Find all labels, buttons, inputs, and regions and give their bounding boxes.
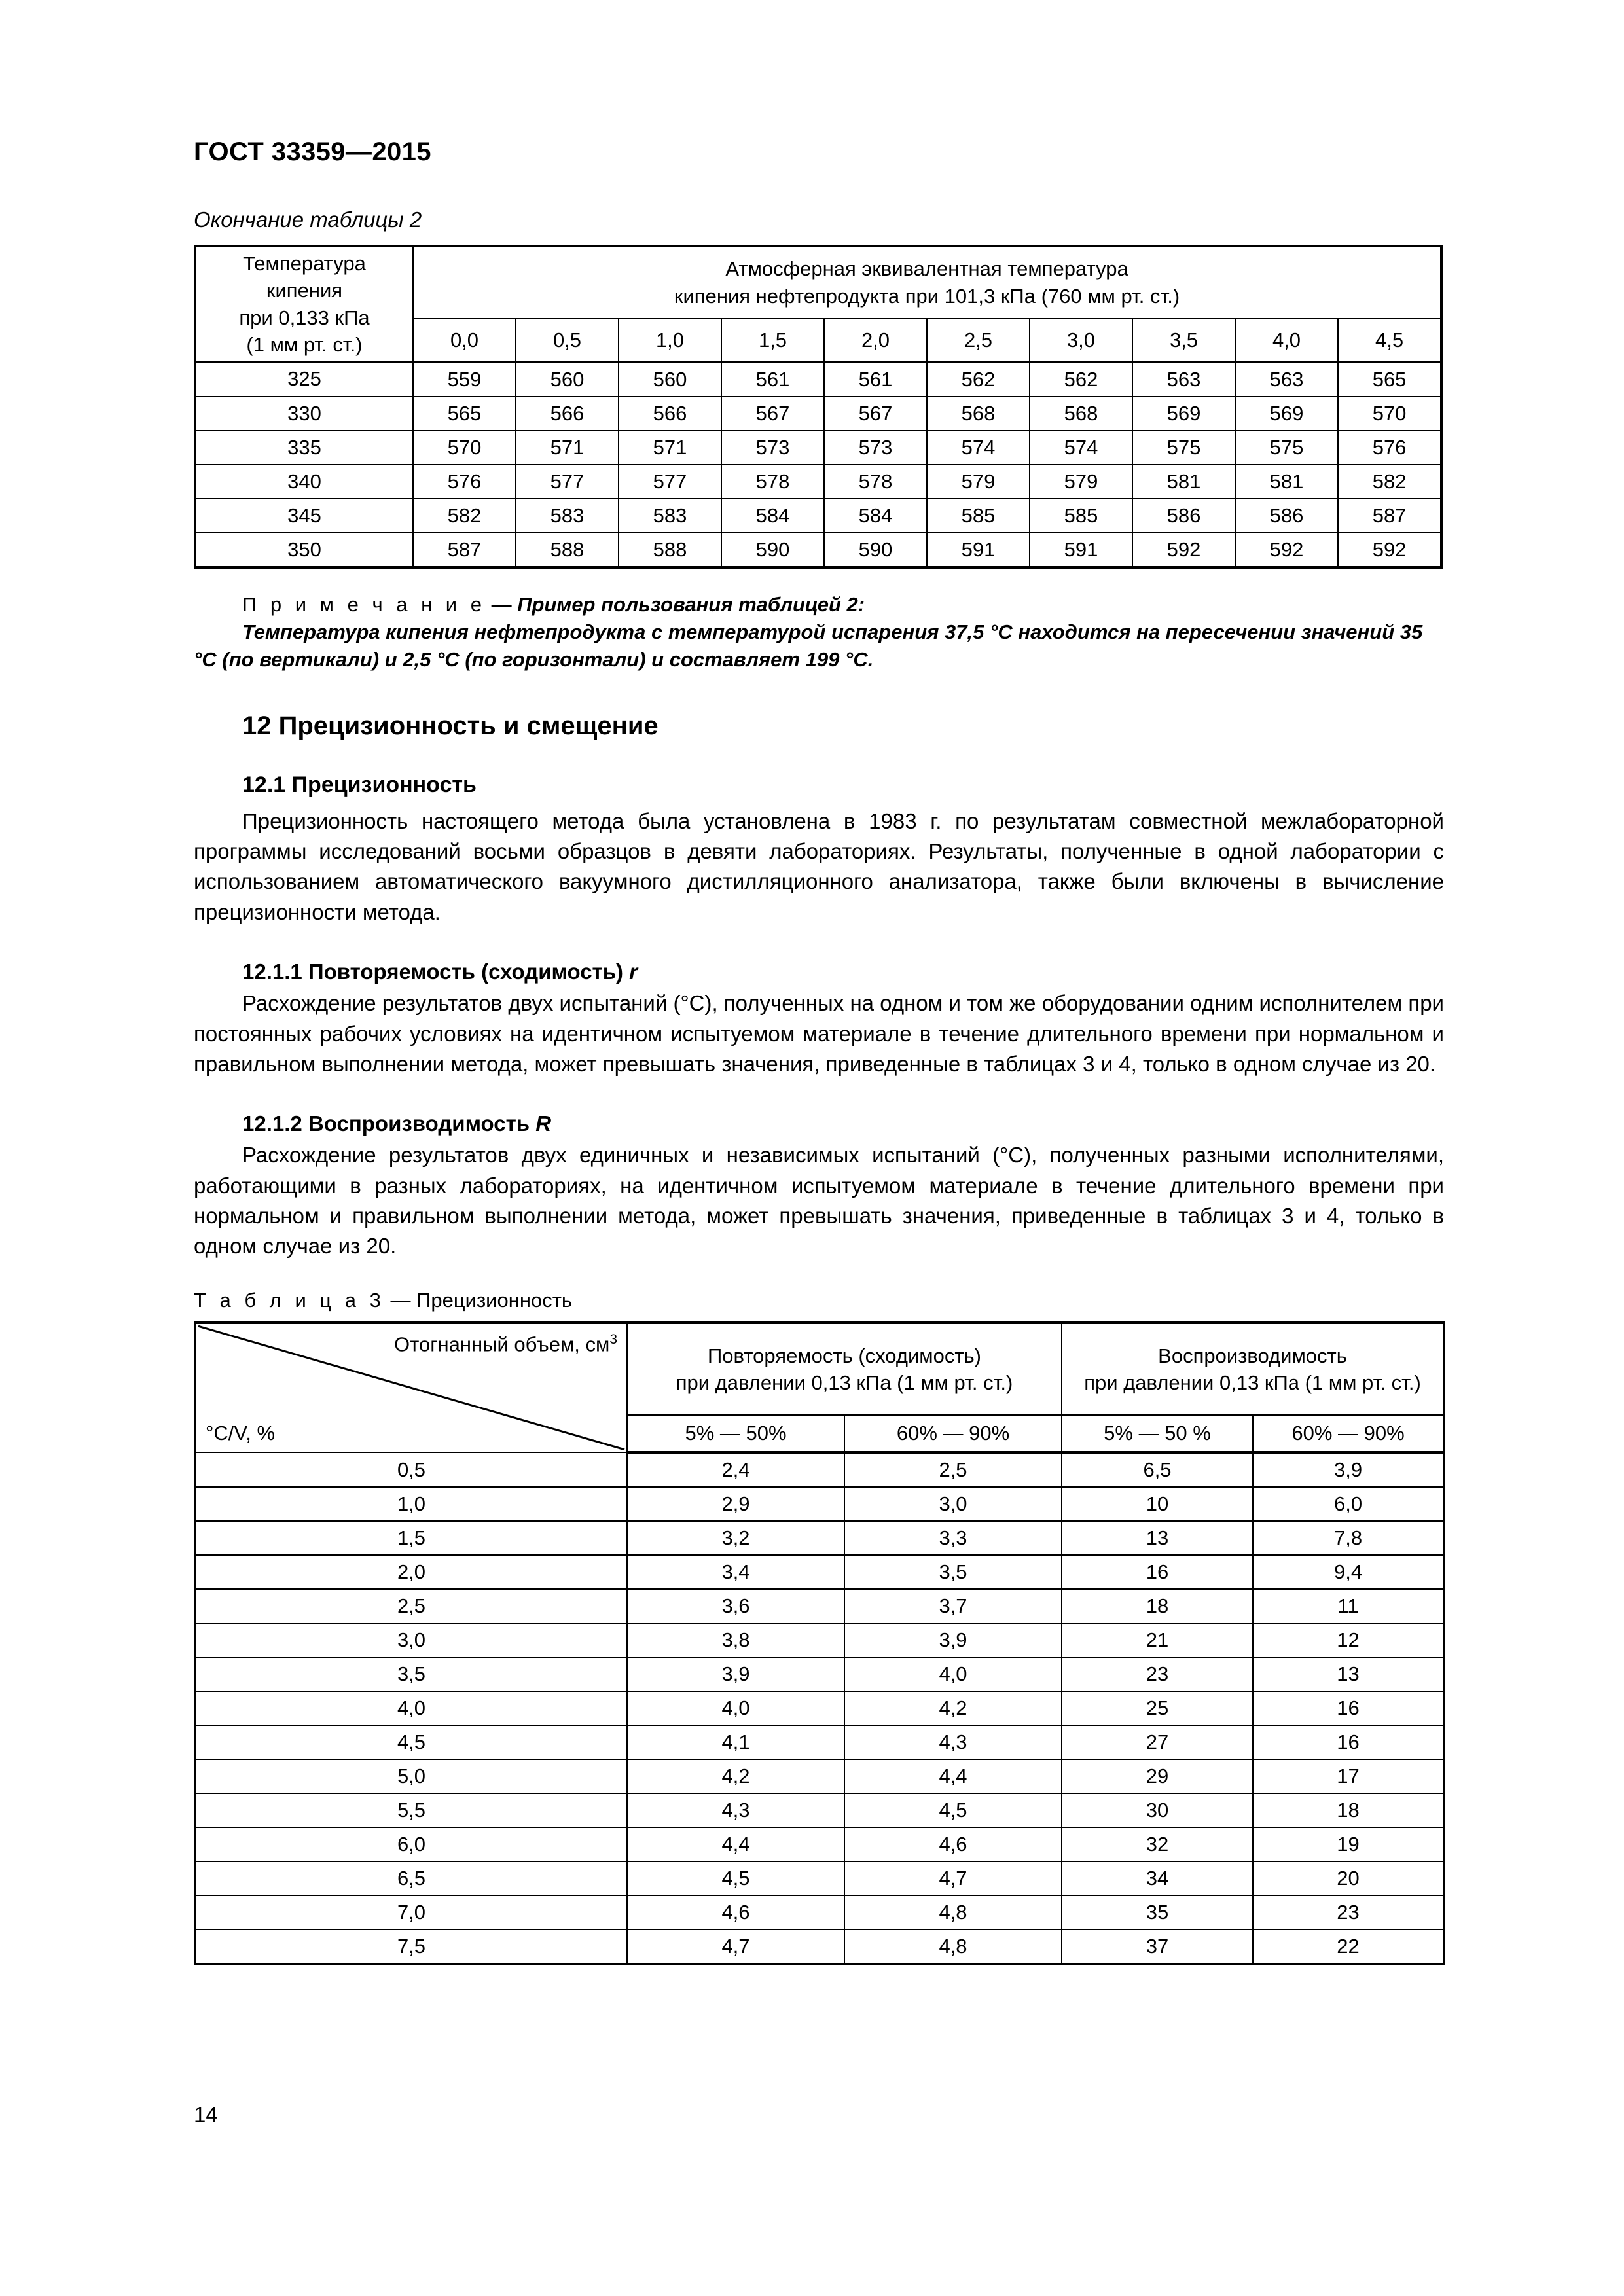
table2-cell: 579	[1030, 465, 1132, 499]
table3-cell: 4,5	[627, 1861, 844, 1895]
table3-header-row-1	[195, 1323, 1444, 1415]
table2-cell: 562	[1030, 362, 1132, 397]
table3-group1-line2: при давлении 0,13 кПа (1 мм рт. ст.)	[676, 1371, 1013, 1395]
table-row	[195, 1895, 1444, 1929]
table3-subheader: 5% — 50 %	[1062, 1415, 1253, 1452]
table2-row-label: 340	[195, 465, 413, 499]
table3-caption-title: Прецизионность	[416, 1289, 573, 1312]
table2-cell: 569	[1235, 397, 1338, 431]
table2-header-boiling-temp	[195, 246, 413, 362]
table-row	[195, 1759, 1444, 1793]
table2-cell: 560	[619, 362, 721, 397]
table2-cell: 583	[619, 499, 721, 533]
table2-cell: 565	[413, 397, 516, 431]
table3-cell: 4,2	[844, 1691, 1062, 1725]
table2-header-span-line2: кипения нефтепродукта при 101,3 кПа (760 мм рт. ст.)	[674, 284, 1180, 308]
table-row	[195, 397, 1441, 431]
table-row	[195, 1589, 1444, 1623]
table-row	[195, 1623, 1444, 1657]
section-12-1-2-paragraph: Расхождение результатов двух единичных и независимых испытаний (°С), полученных разными исполнителями, работающими в разных лабораториях, на идентичном испытуемом материале в течение длительного времени при нормальном и правильном выполнении метода, может превышать значения, приведенные в таблицах 3 и 4, только в одном случае из 20.	[194, 1143, 1444, 1259]
section-12-1-heading: 12.1 Прецизионность	[242, 772, 477, 798]
table3-cell: 6,0	[1253, 1487, 1444, 1521]
table-row	[195, 1521, 1444, 1555]
table2-cell: 559	[413, 362, 516, 397]
table2-cell: 576	[1338, 431, 1441, 465]
table3-cell: 19	[1253, 1827, 1444, 1861]
table3-cell: 4,3	[627, 1793, 844, 1827]
table3-corner-column-text: Отогнанный объем, см	[394, 1333, 610, 1356]
table3-cell: 3,7	[844, 1589, 1062, 1623]
table3-row-label: 2,0	[195, 1555, 627, 1589]
table3-cell: 4,4	[844, 1759, 1062, 1793]
note-title: Пример пользования таблицей 2:	[517, 592, 865, 616]
table3-row-label: 7,5	[195, 1929, 627, 1964]
table3-cell: 6,5	[1062, 1452, 1253, 1487]
table3-cell: 27	[1062, 1725, 1253, 1759]
table2-cell: 571	[516, 431, 619, 465]
table3-cell: 29	[1062, 1759, 1253, 1793]
table2-cell: 588	[619, 533, 721, 567]
table3-cell: 3,5	[844, 1555, 1062, 1589]
table2-cell: 569	[1132, 397, 1235, 431]
table2-cell: 563	[1235, 362, 1338, 397]
table3-cell: 4,8	[844, 1895, 1062, 1929]
table2-row-label: 330	[195, 397, 413, 431]
table2-cell: 585	[1030, 499, 1132, 533]
table2-cell: 582	[1338, 465, 1441, 499]
table2-cell: 587	[1338, 499, 1441, 533]
section-12-heading: 12 Прецизионность и смещение	[242, 711, 659, 741]
table2-cell: 561	[721, 362, 824, 397]
page-content	[194, 137, 1444, 1965]
table-row	[195, 1827, 1444, 1861]
section-12-1-2-heading	[194, 1111, 1444, 1137]
table2-row-label: 335	[195, 431, 413, 465]
table-row	[195, 1929, 1444, 1964]
table2-body	[195, 362, 1441, 567]
table2-cell: 592	[1235, 533, 1338, 567]
table3-cell: 11	[1253, 1589, 1444, 1623]
section-12-1-paragraph: Прецизионность настоящего метода была установлена в 1983 г. по результатам совместной межлабораторной программы исследований восьми образцов в девяти лабораториях. Результаты, полученные в одной лаборатории с использованием автоматического вакуумного дистилляционного анализатора, также были включены в вычисление прецизионности метода.	[194, 808, 1444, 924]
table2-cell: 566	[516, 397, 619, 431]
table3-cell: 4,4	[627, 1827, 844, 1861]
table2-cell: 575	[1132, 431, 1235, 465]
table3-row-label: 4,0	[195, 1691, 627, 1725]
table2-subheader: 1,5	[721, 319, 824, 361]
table2-cell: 577	[619, 465, 721, 499]
table2-cell: 584	[824, 499, 927, 533]
table2-header-span-line1: Атмосферная эквивалентная температура	[725, 257, 1128, 281]
table3-caption-dash: —	[384, 1289, 417, 1312]
table3-cell: 3,4	[627, 1555, 844, 1589]
table3-cell: 37	[1062, 1929, 1253, 1964]
table2-cell: 567	[824, 397, 927, 431]
table2-cell: 574	[1030, 431, 1132, 465]
table-row	[195, 1691, 1444, 1725]
table3-cell: 21	[1062, 1623, 1253, 1657]
table3-caption-label: Т а б л и ц а 3	[194, 1289, 385, 1312]
note-first-line	[194, 591, 1444, 619]
table-row	[195, 1657, 1444, 1691]
table3-row-label: 7,0	[195, 1895, 627, 1929]
table3-cell: 30	[1062, 1793, 1253, 1827]
table-row	[195, 431, 1441, 465]
table3-cell: 13	[1253, 1657, 1444, 1691]
note-label: П р и м е ч а н и е	[242, 592, 486, 616]
table2-cell: 582	[413, 499, 516, 533]
section-12-1-1-title: 12.1.1 Повторяемость (сходимость)	[242, 959, 630, 984]
table3-cell: 16	[1062, 1555, 1253, 1589]
table3-cell: 16	[1253, 1725, 1444, 1759]
table-row	[195, 1725, 1444, 1759]
table2-header-line2: при 0,133 кПа	[239, 306, 370, 329]
table-row	[195, 499, 1441, 533]
table2-subheader: 3,5	[1132, 319, 1235, 361]
table2-row-label: 350	[195, 533, 413, 567]
table2-cell: 561	[824, 362, 927, 397]
table3-body	[195, 1452, 1444, 1964]
table-row	[195, 1861, 1444, 1895]
table3-row-label: 4,5	[195, 1725, 627, 1759]
table3-cell: 13	[1062, 1521, 1253, 1555]
table3-group-repeatability	[627, 1323, 1062, 1415]
table2-cell: 583	[516, 499, 619, 533]
table2-cell: 562	[927, 362, 1030, 397]
table3-cell: 3,9	[1253, 1452, 1444, 1487]
table2-header-line1: Температура кипения	[243, 251, 366, 302]
table2-note	[194, 591, 1444, 673]
table3-cell: 4,1	[627, 1725, 844, 1759]
table3-cell: 4,7	[844, 1861, 1062, 1895]
table3-cell: 3,9	[844, 1623, 1062, 1657]
table3-subheader: 60% — 90%	[1253, 1415, 1444, 1452]
table3-corner-column-label	[394, 1332, 617, 1356]
table3-cell: 3,9	[627, 1657, 844, 1691]
table2-cell: 563	[1132, 362, 1235, 397]
table2-subheader: 3,0	[1030, 319, 1132, 361]
table2-header-line3: (1 мм рт. ст.)	[246, 333, 363, 357]
table3-cell: 10	[1062, 1487, 1253, 1521]
table2-cell: 565	[1338, 362, 1441, 397]
table2-cell: 581	[1132, 465, 1235, 499]
table3-row-label: 3,0	[195, 1623, 627, 1657]
table-2-boiling-temperature	[194, 245, 1443, 569]
table3-corner-header	[195, 1323, 627, 1452]
table3-corner-row-label: °C/V, %	[206, 1422, 276, 1445]
table2-header-atmospheric	[413, 246, 1441, 319]
table3-row-label: 2,5	[195, 1589, 627, 1623]
note-dash: —	[485, 592, 518, 616]
table2-cell: 568	[927, 397, 1030, 431]
table3-subheader: 60% — 90%	[844, 1415, 1062, 1452]
table3-row-label: 3,5	[195, 1657, 627, 1691]
standard-header: ГОСТ 33359—2015	[194, 137, 431, 166]
table2-cell: 588	[516, 533, 619, 567]
table2-cell: 578	[721, 465, 824, 499]
table3-row-label: 1,0	[195, 1487, 627, 1521]
table3-cell: 9,4	[1253, 1555, 1444, 1589]
table3-cell: 18	[1062, 1589, 1253, 1623]
table3-cell: 12	[1253, 1623, 1444, 1657]
table3-cell: 3,2	[627, 1521, 844, 1555]
table-row	[195, 465, 1441, 499]
table3-cell: 2,9	[627, 1487, 844, 1521]
table3-row-label: 1,5	[195, 1521, 627, 1555]
table2-row-label: 325	[195, 362, 413, 397]
table3-cell: 35	[1062, 1895, 1253, 1929]
table-row	[195, 362, 1441, 397]
table3-cell: 18	[1253, 1793, 1444, 1827]
table2-cell: 591	[927, 533, 1030, 567]
table-row	[195, 1452, 1444, 1487]
table3-subheader: 5% — 50%	[627, 1415, 844, 1452]
table2-header-row-1	[195, 246, 1441, 319]
table2-cell: 585	[927, 499, 1030, 533]
table2-cell: 578	[824, 465, 927, 499]
reproducibility-symbol: R	[535, 1111, 552, 1136]
page-number: 14	[194, 2102, 218, 2126]
table2-cell: 567	[721, 397, 824, 431]
table2-cell: 573	[721, 431, 824, 465]
table3-cell: 2,5	[844, 1452, 1062, 1487]
table3-cell: 3,0	[844, 1487, 1062, 1521]
table3-group2-line1: Воспроизводимость	[1158, 1344, 1347, 1367]
table3-row-label: 5,0	[195, 1759, 627, 1793]
table-row	[195, 1555, 1444, 1589]
table2-subheader: 2,5	[927, 319, 1030, 361]
table2-row-label: 345	[195, 499, 413, 533]
table3-cell: 4,0	[627, 1691, 844, 1725]
table3-cell: 2,4	[627, 1452, 844, 1487]
table3-cell: 16	[1253, 1691, 1444, 1725]
table3-row-label: 5,5	[195, 1793, 627, 1827]
table3-cell: 4,5	[844, 1793, 1062, 1827]
table2-cell: 560	[516, 362, 619, 397]
table3-cell: 17	[1253, 1759, 1444, 1793]
table2-cell: 592	[1338, 533, 1441, 567]
table3-cell: 4,2	[627, 1759, 844, 1793]
table2-subheader: 4,5	[1338, 319, 1441, 361]
table3-cell: 34	[1062, 1861, 1253, 1895]
table2-cell: 566	[619, 397, 721, 431]
table2-subheader: 4,0	[1235, 319, 1338, 361]
table2-cell: 587	[413, 533, 516, 567]
table3-cell: 4,7	[627, 1929, 844, 1964]
table3-caption	[194, 1289, 1444, 1312]
table3-cell: 3,6	[627, 1589, 844, 1623]
table2-subheader: 0,0	[413, 319, 516, 361]
table2-subheader: 0,5	[516, 319, 619, 361]
table3-group2-line2: при давлении 0,13 кПа (1 мм рт. ст.)	[1084, 1371, 1421, 1395]
section-12-1-1-heading	[194, 959, 1444, 985]
table2-cell: 576	[413, 465, 516, 499]
table2-cell: 591	[1030, 533, 1132, 567]
table2-cell: 570	[413, 431, 516, 465]
table2-cell: 579	[927, 465, 1030, 499]
table2-cell: 584	[721, 499, 824, 533]
table2-cell: 574	[927, 431, 1030, 465]
table3-group1-line1: Повторяемость (сходимость)	[708, 1344, 982, 1367]
table2-cell: 590	[721, 533, 824, 567]
table2-subheader: 2,0	[824, 319, 927, 361]
table3-cell: 4,0	[844, 1657, 1062, 1691]
table2-cell: 570	[1338, 397, 1441, 431]
table3-row-label: 6,5	[195, 1861, 627, 1895]
table2-cell: 573	[824, 431, 927, 465]
table3-cell: 3,3	[844, 1521, 1062, 1555]
table3-cell: 3,8	[627, 1623, 844, 1657]
section-12-1-1-paragraph: Расхождение результатов двух испытаний (°С), полученных на одном и том же оборудовании одним исполнителем при постоянных рабочих условиях на идентичном испытуемом материале в течение длительного времени при нормальном и правильном выполнении метода, может превышать значения, приведенные в таблицах 3 и 4, только в одном случае из 20.	[194, 991, 1444, 1076]
table2-cell: 575	[1235, 431, 1338, 465]
table3-cell: 22	[1253, 1929, 1444, 1964]
table2-cell: 577	[516, 465, 619, 499]
table3-cell: 4,6	[627, 1895, 844, 1929]
table3-corner-superscript: 3	[609, 1332, 617, 1348]
table2-cell: 568	[1030, 397, 1132, 431]
table3-group-reproducibility	[1062, 1323, 1444, 1415]
table3-row-label: 0,5	[195, 1452, 627, 1487]
table2-cell: 586	[1235, 499, 1338, 533]
table2-cell: 581	[1235, 465, 1338, 499]
table3-cell: 4,3	[844, 1725, 1062, 1759]
table3-cell: 25	[1062, 1691, 1253, 1725]
table3-cell: 23	[1253, 1895, 1444, 1929]
table-row	[195, 1487, 1444, 1521]
table2-cell: 590	[824, 533, 927, 567]
section-12-1-2-title: 12.1.2 Воспроизводимость	[242, 1111, 536, 1136]
table3-cell: 4,6	[844, 1827, 1062, 1861]
table2-continuation-label: Окончание таблицы 2	[194, 207, 422, 232]
table3-cell: 23	[1062, 1657, 1253, 1691]
table2-cell: 592	[1132, 533, 1235, 567]
repeatability-symbol: r	[629, 959, 638, 984]
table3-cell: 4,8	[844, 1929, 1062, 1964]
table3-cell: 7,8	[1253, 1521, 1444, 1555]
table-3-precision	[194, 1321, 1445, 1965]
note-body: Температура кипения нефтепродукта с температурой испарения 37,5 °С находится на пересечении значений 35 °С (по вертикали) и 2,5 °С (по горизонтали) и составляет 199 °С.	[194, 620, 1423, 672]
table2-cell: 586	[1132, 499, 1235, 533]
table3-row-label: 6,0	[195, 1827, 627, 1861]
table2-subheader: 1,0	[619, 319, 721, 361]
table-row	[195, 533, 1441, 567]
table3-cell: 20	[1253, 1861, 1444, 1895]
table2-cell: 571	[619, 431, 721, 465]
table3-cell: 32	[1062, 1827, 1253, 1861]
table-row	[195, 1793, 1444, 1827]
